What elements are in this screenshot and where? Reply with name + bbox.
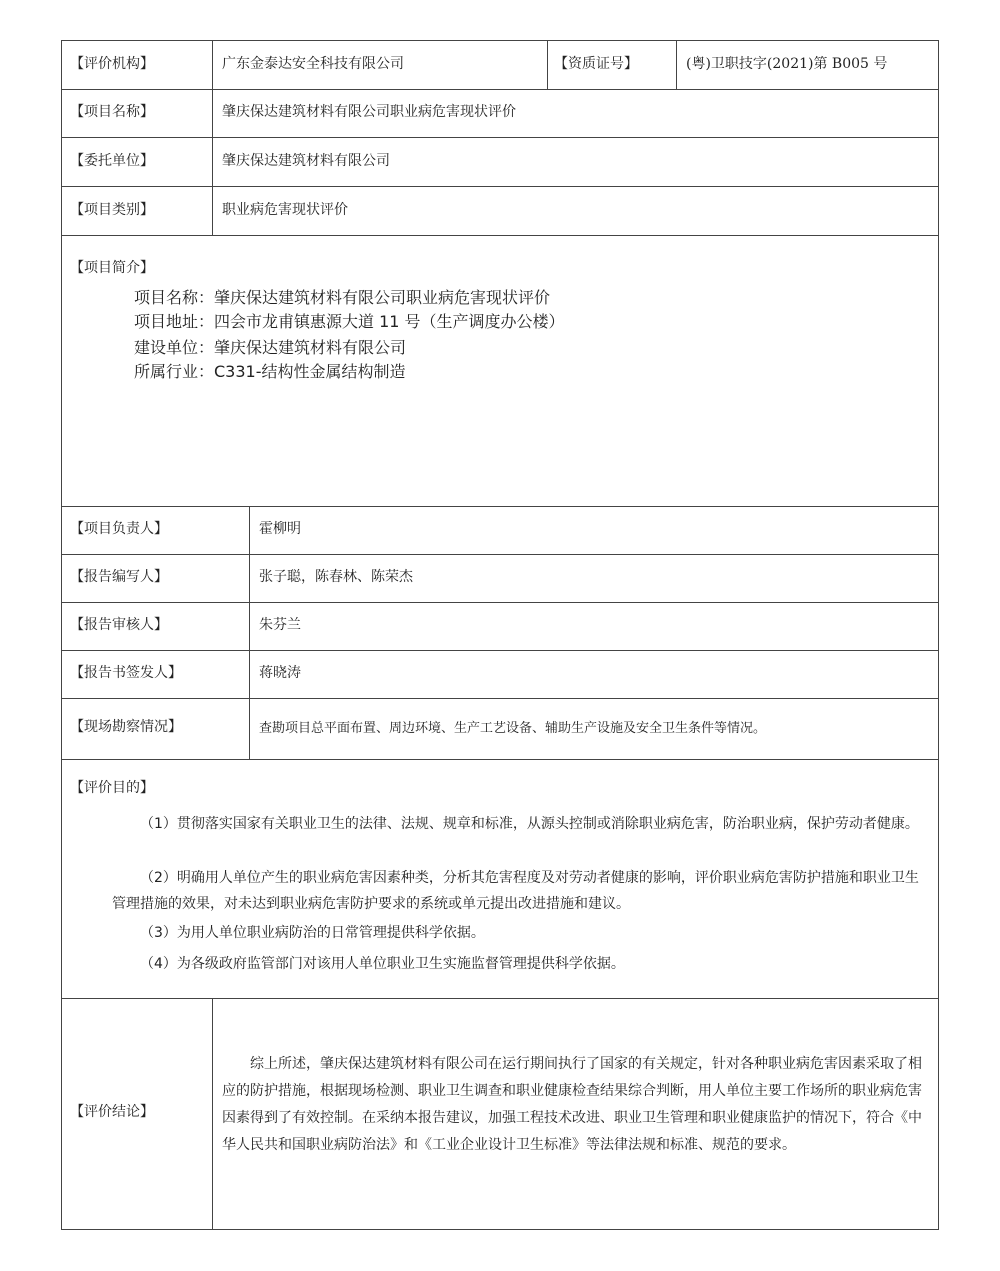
signer-value: 蒋晓涛 xyxy=(259,665,301,681)
purpose-item: （1）贯彻落实国家有关职业卫生的法律、法规、规章和标准，从源头控制或消除职业病危害，防治职业病，保护劳动者健康。 xyxy=(140,816,919,832)
purpose-item: （2）明确用人单位产生的职业病危害因素种类，分析其危害程度及对劳动者健康的影响，评价职业病危害防护措施和职业卫生管理措施的效果，对未达到职业病危害防护要求的系统或单元提出改进措施和建议。 xyxy=(112,870,919,912)
conclusion-text: 综上所述，肇庆保达建筑材料有限公司在运行期间执行了国家的有关规定，针对各种职业病危害因素采取了相应的防护措施，根据现场检测、职业卫生调查和职业健康检查结果综合判断，用人单位主要工作场所的职业病危害因素得到了有效控制。在采纳本报告建议，加强工程技术改进、职业卫生管理和职业健康监护的情况下，符合《中华人民共和国职业病防治法》和《工业企业设计卫生标准》等法律法规和标准、规范的要求。 xyxy=(222,1056,922,1153)
column-divider xyxy=(676,41,677,89)
column-divider xyxy=(212,41,213,235)
project-name-value: 肇庆保达建筑材料有限公司职业病危害现状评价 xyxy=(222,104,516,120)
purpose-item: （3）为用人单位职业病防治的日常管理提供科学依据。 xyxy=(140,925,485,941)
org-value: 广东金泰达安全科技有限公司 xyxy=(222,56,404,72)
row-divider xyxy=(62,998,938,999)
row-divider xyxy=(62,698,938,699)
evaluation-form-table xyxy=(61,40,939,1230)
reviewer-value: 朱芬兰 xyxy=(259,617,301,633)
intro-line-project-name: 项目名称：肇庆保达建筑材料有限公司职业病危害现状评价 xyxy=(134,288,551,307)
intro-label: 【项目简介】 xyxy=(70,260,154,276)
client-value: 肇庆保达建筑材料有限公司 xyxy=(222,153,390,169)
purpose-label: 【评价目的】 xyxy=(70,780,154,796)
row-divider xyxy=(62,137,938,138)
row-divider xyxy=(62,235,938,236)
cert-value: (粤)卫职技字(2021)第 B005 号 xyxy=(686,56,888,72)
leader-label: 【项目负责人】 xyxy=(70,521,168,537)
row-divider xyxy=(62,602,938,603)
conclusion-label: 【评价结论】 xyxy=(70,1104,154,1120)
writers-value: 张子聪，陈春林、陈荣杰 xyxy=(259,569,413,585)
project-name-label: 【项目名称】 xyxy=(70,104,154,120)
row-divider xyxy=(62,89,938,90)
row-divider xyxy=(62,506,938,507)
project-type-label: 【项目类别】 xyxy=(70,202,154,218)
column-divider xyxy=(547,41,548,89)
project-type-value: 职业病危害现状评价 xyxy=(222,202,348,218)
reviewer-label: 【报告审核人】 xyxy=(70,617,168,633)
column-divider xyxy=(249,506,250,759)
survey-value: 查勘项目总平面布置、周边环境、生产工艺设备、辅助生产设施及安全卫生条件等情况。 xyxy=(259,721,767,736)
row-divider xyxy=(62,186,938,187)
row-divider xyxy=(62,759,938,760)
intro-line-industry: 所属行业：C331-结构性金属结构制造 xyxy=(134,362,406,381)
survey-label: 【现场勘察情况】 xyxy=(70,719,182,735)
signer-label: 【报告书签发人】 xyxy=(70,665,182,681)
leader-value: 霍柳明 xyxy=(259,521,301,537)
client-label: 【委托单位】 xyxy=(70,153,154,169)
column-divider xyxy=(212,998,213,1230)
row-divider xyxy=(62,650,938,651)
intro-line-builder: 建设单位：肇庆保达建筑材料有限公司 xyxy=(134,338,407,357)
writers-label: 【报告编写人】 xyxy=(70,569,168,585)
purpose-item: （4）为各级政府监管部门对该用人单位职业卫生实施监督管理提供科学依据。 xyxy=(140,956,625,972)
intro-line-address: 项目地址：四会市龙甫镇惠源大道 11 号（生产调度办公楼） xyxy=(134,312,565,331)
org-label: 【评价机构】 xyxy=(70,56,154,72)
row-divider xyxy=(62,554,938,555)
cert-label: 【资质证号】 xyxy=(554,56,638,72)
